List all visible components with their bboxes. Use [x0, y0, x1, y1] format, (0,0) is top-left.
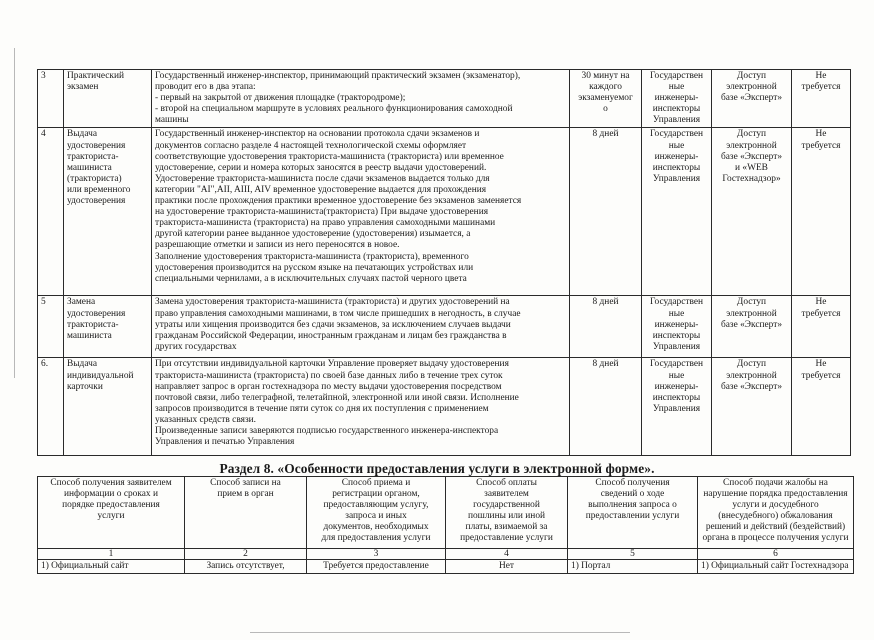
- step-description-cell-line: направляет запрос в орган гостехнадзора по месту выдачи удостоверения посредством: [155, 381, 502, 392]
- step-executor-cell-line: Государствен: [649, 129, 704, 140]
- step-executor-cell-line: ные: [668, 308, 685, 319]
- column-header-line: Способ приема и: [341, 478, 411, 488]
- step-description-cell-line: Удостоверение тракториста-машиниста после сдачи экзаменов выдается только для: [155, 173, 490, 184]
- step-description-cell: [152, 296, 570, 358]
- column-header: [568, 477, 698, 549]
- column-header-line: органа в процессе получения услуги: [702, 533, 849, 543]
- step-executor-cell-line: инспекторы: [652, 162, 701, 173]
- step-description-cell-line: - первый на закрытой от движения площадке (трактородроме);: [155, 93, 406, 104]
- column-header-line: прием в орган: [217, 489, 274, 499]
- column-number: 5: [568, 549, 698, 560]
- step-executor-cell-line: инженеры-: [654, 151, 699, 162]
- step-forms-cell-line: Не: [815, 359, 827, 370]
- step-description-cell-line: тракториста-машиниста (тракториста) на право управления самоходными машинами: [155, 218, 496, 229]
- column-header-line: запроса и иных: [345, 511, 407, 521]
- column-header-line: нарушение порядка предоставления: [703, 489, 848, 499]
- column-header-line: Способ записи на: [210, 478, 281, 488]
- step-forms-cell: [792, 128, 851, 296]
- step-resources-cell: [712, 358, 792, 456]
- column-header-line: документов, необходимых: [323, 522, 429, 532]
- step-executor-cell: [642, 128, 712, 296]
- data-cell: 1) Официальный сайт Гостехнадзора: [698, 560, 854, 574]
- step-description-cell-line: утраты или хищения производится без сдачи экзаменов, за исключением случаев выдачи: [155, 319, 511, 330]
- step-forms-cell-line: требуется: [801, 308, 841, 319]
- step-time-cell-line: 8 дней: [592, 297, 619, 308]
- step-description-cell: [152, 70, 570, 128]
- procedure-table: [37, 69, 851, 456]
- first-data-row: [38, 560, 854, 574]
- step-executor-cell: [642, 70, 712, 128]
- step-name-cell: [64, 128, 152, 296]
- step-resources-cell: [712, 128, 792, 296]
- step-description-cell-line: другой категории ранее выданное удостоверение (удостоверения) изымается, а: [155, 229, 471, 240]
- step-time-cell-line: экзаменуемог: [578, 93, 633, 104]
- step-executor-cell-line: Государствен: [649, 71, 704, 81]
- step-description-cell-line: Государственный инженер-инспектор на основании протокола сдачи экзаменов и: [155, 129, 480, 140]
- data-cell: Нет: [446, 560, 568, 574]
- step-name-cell-line: машиниста: [67, 162, 112, 173]
- scan-edge-line: [14, 48, 15, 378]
- step-description-cell-line: Произведенные записи заверяются подписью государственного инженера-инспектора: [155, 426, 499, 437]
- step-executor-cell-line: инспекторы: [652, 104, 701, 115]
- step-resources-cell-line: электронной: [726, 140, 777, 151]
- column-header-line: Способ получения: [595, 478, 670, 488]
- step-resources-cell-line: Гостехнадзор»: [722, 173, 781, 184]
- step-description-cell-line: разрешающие отметки и записи из него переносятся в новое.: [155, 240, 400, 251]
- step-description-cell-line: Замена удостоверения тракториста-машиниста (тракториста) и других удостоверений на: [155, 297, 510, 308]
- column-header-line: Способ получения заявителем: [50, 478, 172, 488]
- step-name-cell-line: удостоверения: [67, 308, 126, 319]
- step-description-cell-line: специальными чернилами, а в исключительных случаях пастой черного цвета: [155, 273, 467, 284]
- step-executor-cell-line: инженеры-: [654, 319, 699, 330]
- step-description-cell: [152, 128, 570, 296]
- column-header-line: предоставлении услуги: [585, 511, 680, 521]
- row-number: 6.: [38, 358, 64, 456]
- column-header-line: информации о сроках и: [64, 489, 158, 499]
- step-name-cell-line: или временного: [67, 184, 131, 195]
- column-header-line: регистрации органом,: [332, 489, 420, 499]
- column-header: [307, 477, 446, 549]
- step-name-cell-line: тракториста-: [67, 319, 119, 330]
- procedure-row: [38, 296, 851, 358]
- step-name-cell: [64, 358, 152, 456]
- step-name-cell-line: индивидуальной: [67, 370, 134, 381]
- electronic-form-table: [37, 476, 854, 574]
- step-executor-cell-line: ные: [668, 140, 685, 151]
- step-description-cell-line: Государственный инженер-инспектор, принимающий практический экзамен (экзаменатор),: [155, 71, 521, 81]
- row-number: 4: [38, 128, 64, 296]
- step-description-cell-line: указанных средств связи.: [155, 414, 257, 425]
- step-resources-cell-line: Доступ: [736, 297, 767, 308]
- step-executor-cell-line: инспекторы: [652, 392, 701, 403]
- procedure-row: [38, 358, 851, 456]
- step-executor-cell-line: Государствен: [649, 297, 704, 308]
- step-resources-cell-line: Доступ: [736, 129, 767, 140]
- step-description-cell-line: соответствующие удостоверения тракториста-машиниста (тракториста) или временное: [155, 151, 504, 162]
- step-forms-cell-line: Не: [815, 297, 827, 308]
- step-description-cell-line: При отсутствии индивидуальной карточки Управление проверяет выдачу удостоверения: [155, 359, 509, 370]
- procedure-row: [38, 128, 851, 296]
- column-header-line: платы, взимаемой за: [465, 522, 548, 532]
- column-header-line: выполнения запроса о: [588, 500, 677, 510]
- data-cell: 1) Портал: [568, 560, 698, 574]
- step-description-cell-line: удостоверения производится на русском языке на печатающих устройствах или: [155, 262, 474, 273]
- step-name-cell-line: экзамен: [67, 82, 99, 93]
- step-description-cell-line: на удостоверение тракториста-машиниста(тракториста) При выдаче удостоверения: [155, 207, 489, 218]
- step-name-cell-line: Замена: [67, 297, 96, 308]
- step-resources-cell-line: и «WEB: [735, 162, 768, 173]
- step-forms-cell-line: Не: [815, 129, 827, 140]
- step-description-cell-line: Управления и печатью Управления: [155, 437, 295, 448]
- column-header-line: предоставляющим услугу,: [323, 500, 429, 510]
- column-header-line: (внесудебного) обжалования: [718, 511, 833, 521]
- step-name-cell-line: Практический: [67, 71, 125, 81]
- step-description-cell-line: право управления самоходными машинами, в том числе пришедших в негодность, в случае: [155, 308, 521, 319]
- column-number: 2: [185, 549, 307, 560]
- column-header-line: для предоставления услуги: [321, 533, 431, 543]
- step-resources-cell-line: базе «Эксперт»: [720, 381, 783, 392]
- step-time-cell-line: каждого: [589, 82, 622, 93]
- step-forms-cell-line: требуется: [801, 370, 841, 381]
- column-header-line: порядке предоставления: [62, 500, 160, 510]
- step-description-cell-line: категории "AI",AII, AIII, AIV временное удостоверение выдается для прохождения: [155, 184, 487, 195]
- step-name-cell: [64, 70, 152, 128]
- step-time-cell: [570, 70, 642, 128]
- column-number-row: [38, 549, 854, 560]
- step-executor-cell-line: Государствен: [649, 359, 704, 370]
- step-resources-cell-line: Доступ: [736, 359, 767, 370]
- step-name-cell-line: Выдача: [67, 129, 97, 140]
- step-resources-cell-line: электронной: [726, 308, 777, 319]
- step-description-cell-line: других государствах: [155, 341, 237, 352]
- row-number: 5: [38, 296, 64, 358]
- step-description-cell-line: запросов производится в течение пяти суток со дня их поступления с применением: [155, 403, 489, 414]
- step-name-cell-line: (тракториста): [67, 173, 122, 184]
- step-name-cell-line: удостоверения: [67, 196, 126, 207]
- data-cell: Требуется предоставление: [307, 560, 446, 574]
- data-cell: Запись отсутствует,: [185, 560, 307, 574]
- column-number: 6: [698, 549, 854, 560]
- column-header: [698, 477, 854, 549]
- column-number: 4: [446, 549, 568, 560]
- step-description-cell-line: документов согласно разделе 4 настоящей технологической схемы оформляет: [155, 140, 467, 151]
- column-header-line: решений и действий (бездействий): [705, 522, 846, 532]
- step-resources-cell-line: Доступ: [736, 71, 767, 81]
- step-executor-cell-line: инспекторы: [652, 330, 701, 341]
- step-name-cell-line: карточки: [67, 381, 103, 392]
- step-description-cell-line: - второй на специальном маршруте в условиях реального функционирования самоходной: [155, 104, 513, 115]
- step-resources-cell-line: электронной: [726, 82, 777, 93]
- step-executor-cell-line: Управления: [652, 403, 701, 414]
- procedure-row: [38, 70, 851, 128]
- column-header-line: предоставление услуги: [460, 533, 553, 543]
- step-resources-cell-line: базе «Эксперт»: [720, 93, 783, 104]
- step-executor-cell-line: Управления: [652, 115, 701, 126]
- column-header: [185, 477, 307, 549]
- step-time-cell: [570, 358, 642, 456]
- column-header-line: Способ подачи жалобы на: [723, 478, 828, 488]
- column-number: 3: [307, 549, 446, 560]
- electronic-form-table-body: [38, 477, 854, 574]
- column-header-line: услуги и досудебного: [732, 500, 819, 510]
- step-executor-cell: [642, 296, 712, 358]
- column-header-line: государственной: [473, 500, 540, 510]
- step-description-cell-line: практики после прохождения практики временное удостоверение без экзаменов заменяется: [155, 196, 522, 207]
- section-8-title: Раздел 8. «Особенности предоставления услуги в электронной форме».: [219, 461, 655, 476]
- step-description-cell: [152, 358, 570, 456]
- data-cell: 1) Официальный сайт: [38, 560, 185, 574]
- step-description-cell-line: машины: [155, 115, 189, 126]
- step-resources-cell: [712, 70, 792, 128]
- step-executor-cell-line: инженеры-: [654, 381, 699, 392]
- step-time-cell-line: о: [603, 104, 608, 115]
- step-time-cell-line: 8 дней: [592, 129, 619, 140]
- column-header: [38, 477, 185, 549]
- column-number: 1: [38, 549, 185, 560]
- step-executor-cell-line: ные: [668, 370, 685, 381]
- step-description-cell-line: проводит его в два этапа:: [155, 82, 256, 93]
- column-header: [446, 477, 568, 549]
- step-executor-cell-line: ные: [668, 82, 685, 93]
- step-resources-cell-line: базе «Эксперт»: [720, 319, 783, 330]
- step-name-cell-line: машиниста: [67, 330, 112, 341]
- step-time-cell: [570, 128, 642, 296]
- step-name-cell: [64, 296, 152, 358]
- step-resources-cell: [712, 296, 792, 358]
- step-time-cell: [570, 296, 642, 358]
- procedure-table-body: [38, 70, 851, 456]
- step-forms-cell-line: Не: [815, 71, 827, 81]
- step-forms-cell: [792, 358, 851, 456]
- step-resources-cell-line: электронной: [726, 370, 777, 381]
- step-description-cell-line: удостоверение, серии и номера которых заносятся в реестр выдачи удостоверений.: [155, 162, 487, 173]
- column-header-line: пошлины или иной: [467, 511, 546, 521]
- step-resources-cell-line: базе «Эксперт»: [720, 151, 783, 162]
- step-executor-cell-line: инженеры-: [654, 93, 699, 104]
- scan-bottom-line: [250, 632, 630, 633]
- step-description-cell-line: гражданам Российской Федерации, иностранным гражданам и лицам без гражданства в: [155, 330, 507, 341]
- step-time-cell-line: 8 дней: [592, 359, 619, 370]
- step-forms-cell-line: требуется: [801, 82, 841, 93]
- step-forms-cell: [792, 296, 851, 358]
- step-executor-cell: [642, 358, 712, 456]
- step-name-cell-line: тракториста-: [67, 151, 119, 162]
- step-executor-cell-line: Управления: [652, 173, 701, 184]
- step-forms-cell: [792, 70, 851, 128]
- column-header-line: заявителем: [484, 489, 529, 499]
- row-number: 3: [38, 70, 64, 128]
- step-description-cell-line: тракториста-машиниста (тракториста) по своей базе данных либо в течение трех суток: [155, 370, 503, 381]
- step-description-cell-line: почтовой связи, либо телеграфной, телетайпной, электронной или иной связи. Исполнение: [155, 392, 519, 403]
- header-row: [38, 477, 854, 549]
- column-header-line: Способ оплаты: [476, 478, 537, 488]
- step-name-cell-line: Выдача: [67, 359, 97, 370]
- step-name-cell-line: удостоверения: [67, 140, 126, 151]
- step-forms-cell-line: требуется: [801, 140, 841, 151]
- step-description-cell-line: Заполнение удостоверения тракториста-машиниста (тракториста), временного: [155, 251, 469, 262]
- step-executor-cell-line: Управления: [652, 341, 701, 352]
- column-header-line: услуги: [97, 511, 125, 521]
- step-time-cell-line: 30 минут на: [581, 71, 630, 81]
- column-header-line: сведений о ходе: [600, 489, 665, 499]
